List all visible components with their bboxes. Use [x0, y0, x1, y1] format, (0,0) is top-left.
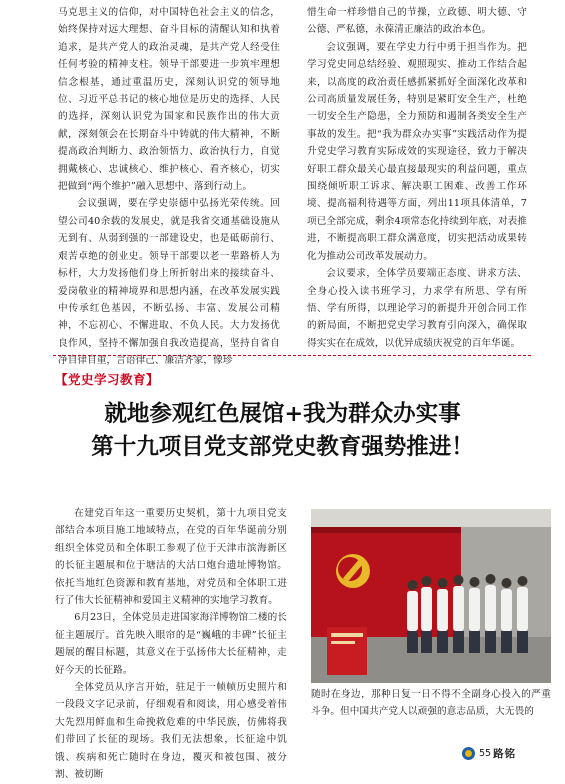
photo-party-members-at-exhibition [311, 509, 551, 683]
article-headline [40, 398, 525, 464]
paragraph: 6月23日，全体党员走进国家海洋博物馆二楼的长征主题展厅。首先映入眼帘的是“巍峨的丰碑”长征主题展的醒目标题，其意义在于弘扬伟大长征精神，走好今天的长征路。 [55, 612, 287, 676]
page-number: 55 [479, 748, 492, 759]
paragraph: 马克思主义的信仰，对中国特色社会主义的信念，始终保持对远大理想、奋斗目标的清醒认知和执着追求，是共产党人的政治灵魂，是共产党人经受住任何考验的精神支柱。领导干部要进一步筑牢理想信念根基，通过重温历史，深刻认识党的领导地位、习近平总书记的核心地位是历史的选择、人民的选择，深刻认识党为国家和民族作出的伟大贡献，深刻领会在长期奋斗中铸就的伟大精神，不断提高政治判断力、政治领悟力、政治执行力，自觉拥戴核心、忠诚核心、维护核心、看齐核心，切实把做到“两个维护”融入思想中、落到行动上。 [58, 7, 280, 193]
page-footer [462, 746, 516, 761]
photo-side-text [311, 686, 551, 721]
paragraph: 惜生命一样珍惜自己的节操，立政德、明大德、守公德、严私德，永葆清正廉洁的政治本色。 [307, 7, 527, 36]
paragraph: 会议强调，要在学史崇德中弘扬光荣传统。回望公司40余载的发展史，就是我省交通基础设施从无到有、从弱到强的一部建设史，也是砥砺前行、艰苦卓绝的创业史。领导干部要以老一辈路桥人为标杆，大力发扬他们身上所折射出来的接续奋斗、爱岗敬业的精神境界和思想内涵，在改革发展实践中传承红色基因，不断弘扬、丰富、发展公司精神，不忘初心、不懈进取、不负人民。大力发扬优良作风，坚持不懈加强自我改造提高，坚持自省自净自律自重，言语律己、廉洁齐家，像珍 [58, 198, 280, 367]
paragraph: 全体党员从序言开始，驻足于一帧帧历史照片和一段段文字记录前，仔细观看和阅读，用心感受着伟大先烈用鲜血和生命挽救危难的中华民族，仿佛将我们带回了长征的现场。我们无法想象，长征途中饥饿、疾病和死亡随时在身边，覆灭和被包围、被分割、被切断 [55, 682, 287, 781]
photo-illustration [311, 509, 551, 683]
section-divider [53, 355, 531, 356]
paragraph: 在建党百年这一重要历史契机，第十九项目党支部结合本项目施工地域特点，在党的百年华诞前分别组织全体党员和全体职工参观了位于天津市滨海新区的长征主题展和位于塘沽的大沽口炮台遗址博物馆。依托当地红色资源和教育基地，对党员和全体职工进行了伟大长征精神和爱国主义精神的实地学习教育。 [55, 508, 287, 607]
section-tag: 【党史学习教育】 [55, 372, 160, 387]
article-bottom-left-column [55, 505, 287, 784]
headline-line-1: 就地参观红色展馆+我为群众办实事 [104, 401, 461, 427]
headline-line-2: 第十九项目党支部党史教育强势推进！ [91, 434, 474, 460]
paragraph: 会议要求，全体学员要端正态度、讲求方法、全身心投入读书班学习，力求学有所思、学有所悟、学有所得，以理论学习的新提升开创合同工作的新局面，不断把党史学习教育引向深入，确保取得实实在在成效，以优异成绩庆祝党的百年华诞。 [307, 268, 527, 349]
party-emblem-icon [336, 554, 370, 588]
paragraph: 会议强调，要在学史力行中勇于担当作为。把学习党史同总结经验、观照现实、推动工作结合起来，以高度的政治责任感抓紧抓好全面深化改革和公司高质量发展任务，特别是紧盯安全生产，杜绝一切安全生产隐患，全力预防和遏制各类安全生产事故的发生。把“我为群众办实事”实践活动作为提升党史学习教育实际成效的实现途径，致力于解决好职工群众最关心最直接最现实的利益问题，重点围绕倾听职工诉求、解决职工困难、改善工作环境、提高福利待遇等方面，列出11项具体清单，7项已全部完成，剩余4项常态化持续到年底，对表推进，不断提高职工群众满意度，切实把活动成果转化为推动公司改革发展动力。 [307, 41, 527, 262]
magazine-name: 路铭 [493, 748, 517, 760]
paragraph: 随时在身边，那种日复一日不得不全副身心投入的严重斗争。但中国共产党人以顽强的意志品质，大无畏的 [311, 689, 551, 718]
magazine-logo-icon [462, 747, 475, 760]
article-top-right-column [307, 4, 527, 352]
article-top-left-column [58, 4, 280, 370]
